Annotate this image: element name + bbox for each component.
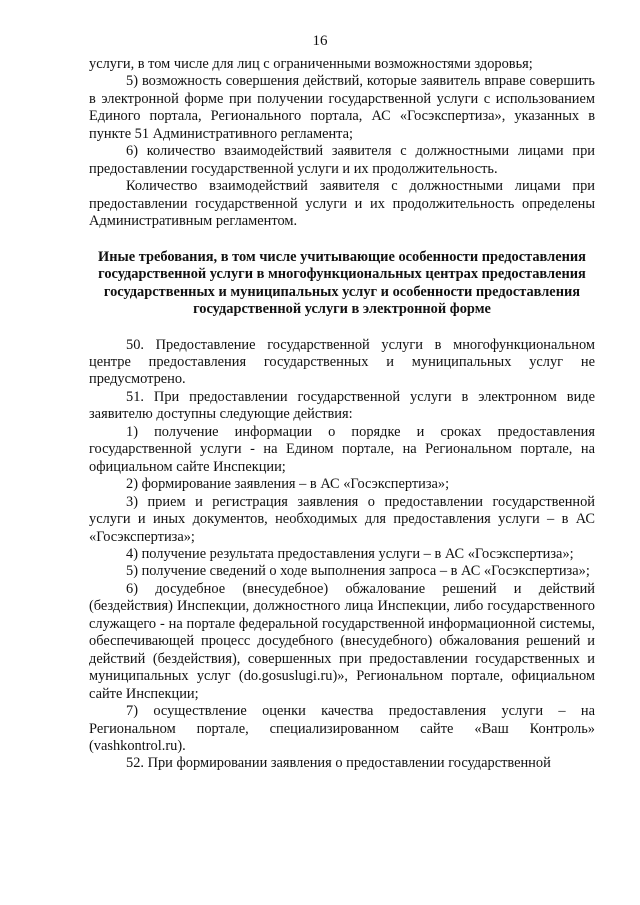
clause-51: 51. При предоставлении государственной услуги в электронном виде заявителю доступны следующие действия: xyxy=(89,388,595,423)
clause-51-item-2: 2) формирование заявления – в АС «Госэкспертиза»; xyxy=(126,476,450,493)
page-content xyxy=(89,56,595,773)
clause-51-item-4: 4) получение результата предоставления услуги – в АС «Госэкспертиза»; xyxy=(126,545,574,562)
clause-52: 52. При формировании заявления о предоставлении государственной xyxy=(126,755,551,772)
paragraph-continuation: услуги, в том числе для лиц с ограниченными возможностями здоровья; xyxy=(89,56,533,72)
section-heading: Иные требования, в том числе учитывающие особенности предоставления государственной услуги в многофункциональных центрах предоставления государственных и муниципальных услуг и особенности предоставления государственной услуги в электронной форме xyxy=(98,248,586,318)
paragraph-interactions: Количество взаимодействий заявителя с должностными лицами при предоставлении государственной услуги и их продолжительность определены Административным регламентом. xyxy=(89,178,595,230)
list-item-6: 6) количество взаимодействий заявителя с должностными лицами при предоставлении государственной услуги и их продолжительность. xyxy=(89,143,595,177)
clause-51-item-6: 6) досудебное (внесудебное) обжалование решений и действий (бездействия) Инспекции, должностного лица Инспекции, либо государственного служащего - на портале федеральной государственной информационной системы, обеспечивающей процесс досудебного (внесудебного) обжалования решений и действий (бездействия), совершенных при предоставлении государственных и муниципальных услуг (do.gosuslugi.ru)», Региональном портале, официальном сайте Инспекции; xyxy=(89,580,595,702)
clause-50: 50. Предоставление государственной услуги в многофункциональном центре предоставления государственных и муниципальных услуг не предусмотрено. xyxy=(89,336,595,388)
page-number: 16 xyxy=(312,33,328,49)
clause-51-item-3: 3) прием и регистрация заявления о предоставлении государственной услуги и иных документов, необходимых для предоставления услуги – в АС «Госэкспертиза»; xyxy=(89,493,595,545)
clause-51-item-1: 1) получение информации о порядке и сроках предоставления государственной услуги - на Едином портале, на Региональном портале, на официальном сайте Инспекции; xyxy=(89,423,595,475)
clause-51-item-7: 7) осуществление оценки качества предоставления услуги – на Региональном портале, специализированном сайте «Ваш Контроль» (vashkontrol.ru). xyxy=(89,703,595,754)
list-item-5: 5) возможность совершения действий, которые заявитель вправе совершить в электронной форме при получении государственной услуги с использованием Единого портала, Регионального портала, АС «Госэкспертиза», указанных в пункте 51 Административного регламента; xyxy=(89,73,595,142)
clause-51-item-5: 5) получение сведений о ходе выполнения запроса – в АС «Госэкспертиза»; xyxy=(126,563,590,580)
